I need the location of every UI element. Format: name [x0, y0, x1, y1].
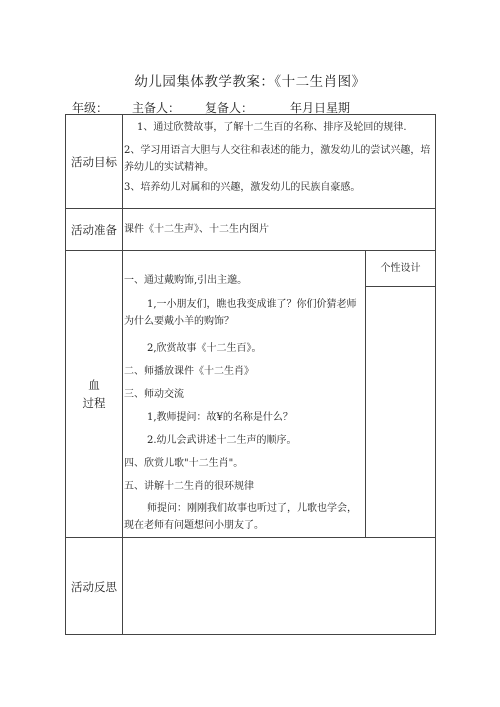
- goal-item-3: 3、培养幼儿对属和的兴趣，激发幼儿的民族自豪感。: [124, 182, 361, 193]
- process-line: 2,欣赏故事《十二生百》。: [147, 343, 262, 354]
- process-label-top: 血: [88, 378, 100, 392]
- reviewer-label: 复备人：: [205, 101, 254, 115]
- process-line: 四、欣赏儿歌"十二生肖"。: [124, 458, 244, 469]
- reflect-content: [123, 538, 435, 635]
- lesson-plan-table: [65, 114, 436, 635]
- personal-design-column: [366, 251, 435, 537]
- process-line: 1,教师提问：故¥的名称是什么？: [147, 412, 293, 423]
- goal-item-2: 2、学习用语言大胆与人交往和表述的能力，激发幼儿的尝试兴趣，培养幼儿的实试精神。: [124, 145, 431, 173]
- prep-content: [123, 209, 435, 250]
- process-line: 2.幼儿会武讲述十二生声的顺序。: [147, 435, 297, 446]
- process-label-bottom: 过程: [82, 396, 106, 410]
- goal-item-1: 1、通过欣赞故事，了解十二生百的名称、排序及轮回的规律.: [137, 122, 407, 133]
- process-line: 二、师播放课件《十二生肖》: [124, 366, 254, 377]
- goal-content: [123, 115, 435, 208]
- process-line: 一、通过戴购饰,引出主邈。: [124, 275, 248, 286]
- prep-label: 活动准备: [66, 209, 123, 250]
- prep-text: 课件《十二生声》、十二生内图片: [124, 224, 269, 235]
- goal-label: 活动目标: [66, 115, 123, 208]
- reflect-label: 活动反思: [66, 538, 123, 635]
- process-line: 三、师动交流: [124, 389, 184, 400]
- process-content: [123, 251, 435, 537]
- date-label: 年月日星期: [290, 101, 351, 115]
- author-label: 主备人：: [132, 101, 181, 115]
- process-line: 五、讲解十二生肖的很环规律: [124, 481, 254, 492]
- process-steps: [123, 251, 366, 537]
- reflect-row: [66, 538, 435, 635]
- document-title: 幼儿园集体教学教案：《十二生肖图》: [134, 74, 366, 90]
- process-row: [66, 251, 435, 538]
- process-label: [66, 251, 123, 537]
- process-line: 1,一小朋友们，瞧也我变成谁了？你们价猜老师为什么要戴小羊的购饰？: [124, 299, 357, 327]
- goal-row: [66, 115, 435, 209]
- grade-label: 年级：: [72, 101, 109, 115]
- process-line: 师提问：刚刚我们故事也听过了，儿歌也学会，现在老师有问题想问小朋友了。: [124, 503, 357, 531]
- personal-design-header: 个性设计: [366, 251, 435, 287]
- prep-row: [66, 209, 435, 251]
